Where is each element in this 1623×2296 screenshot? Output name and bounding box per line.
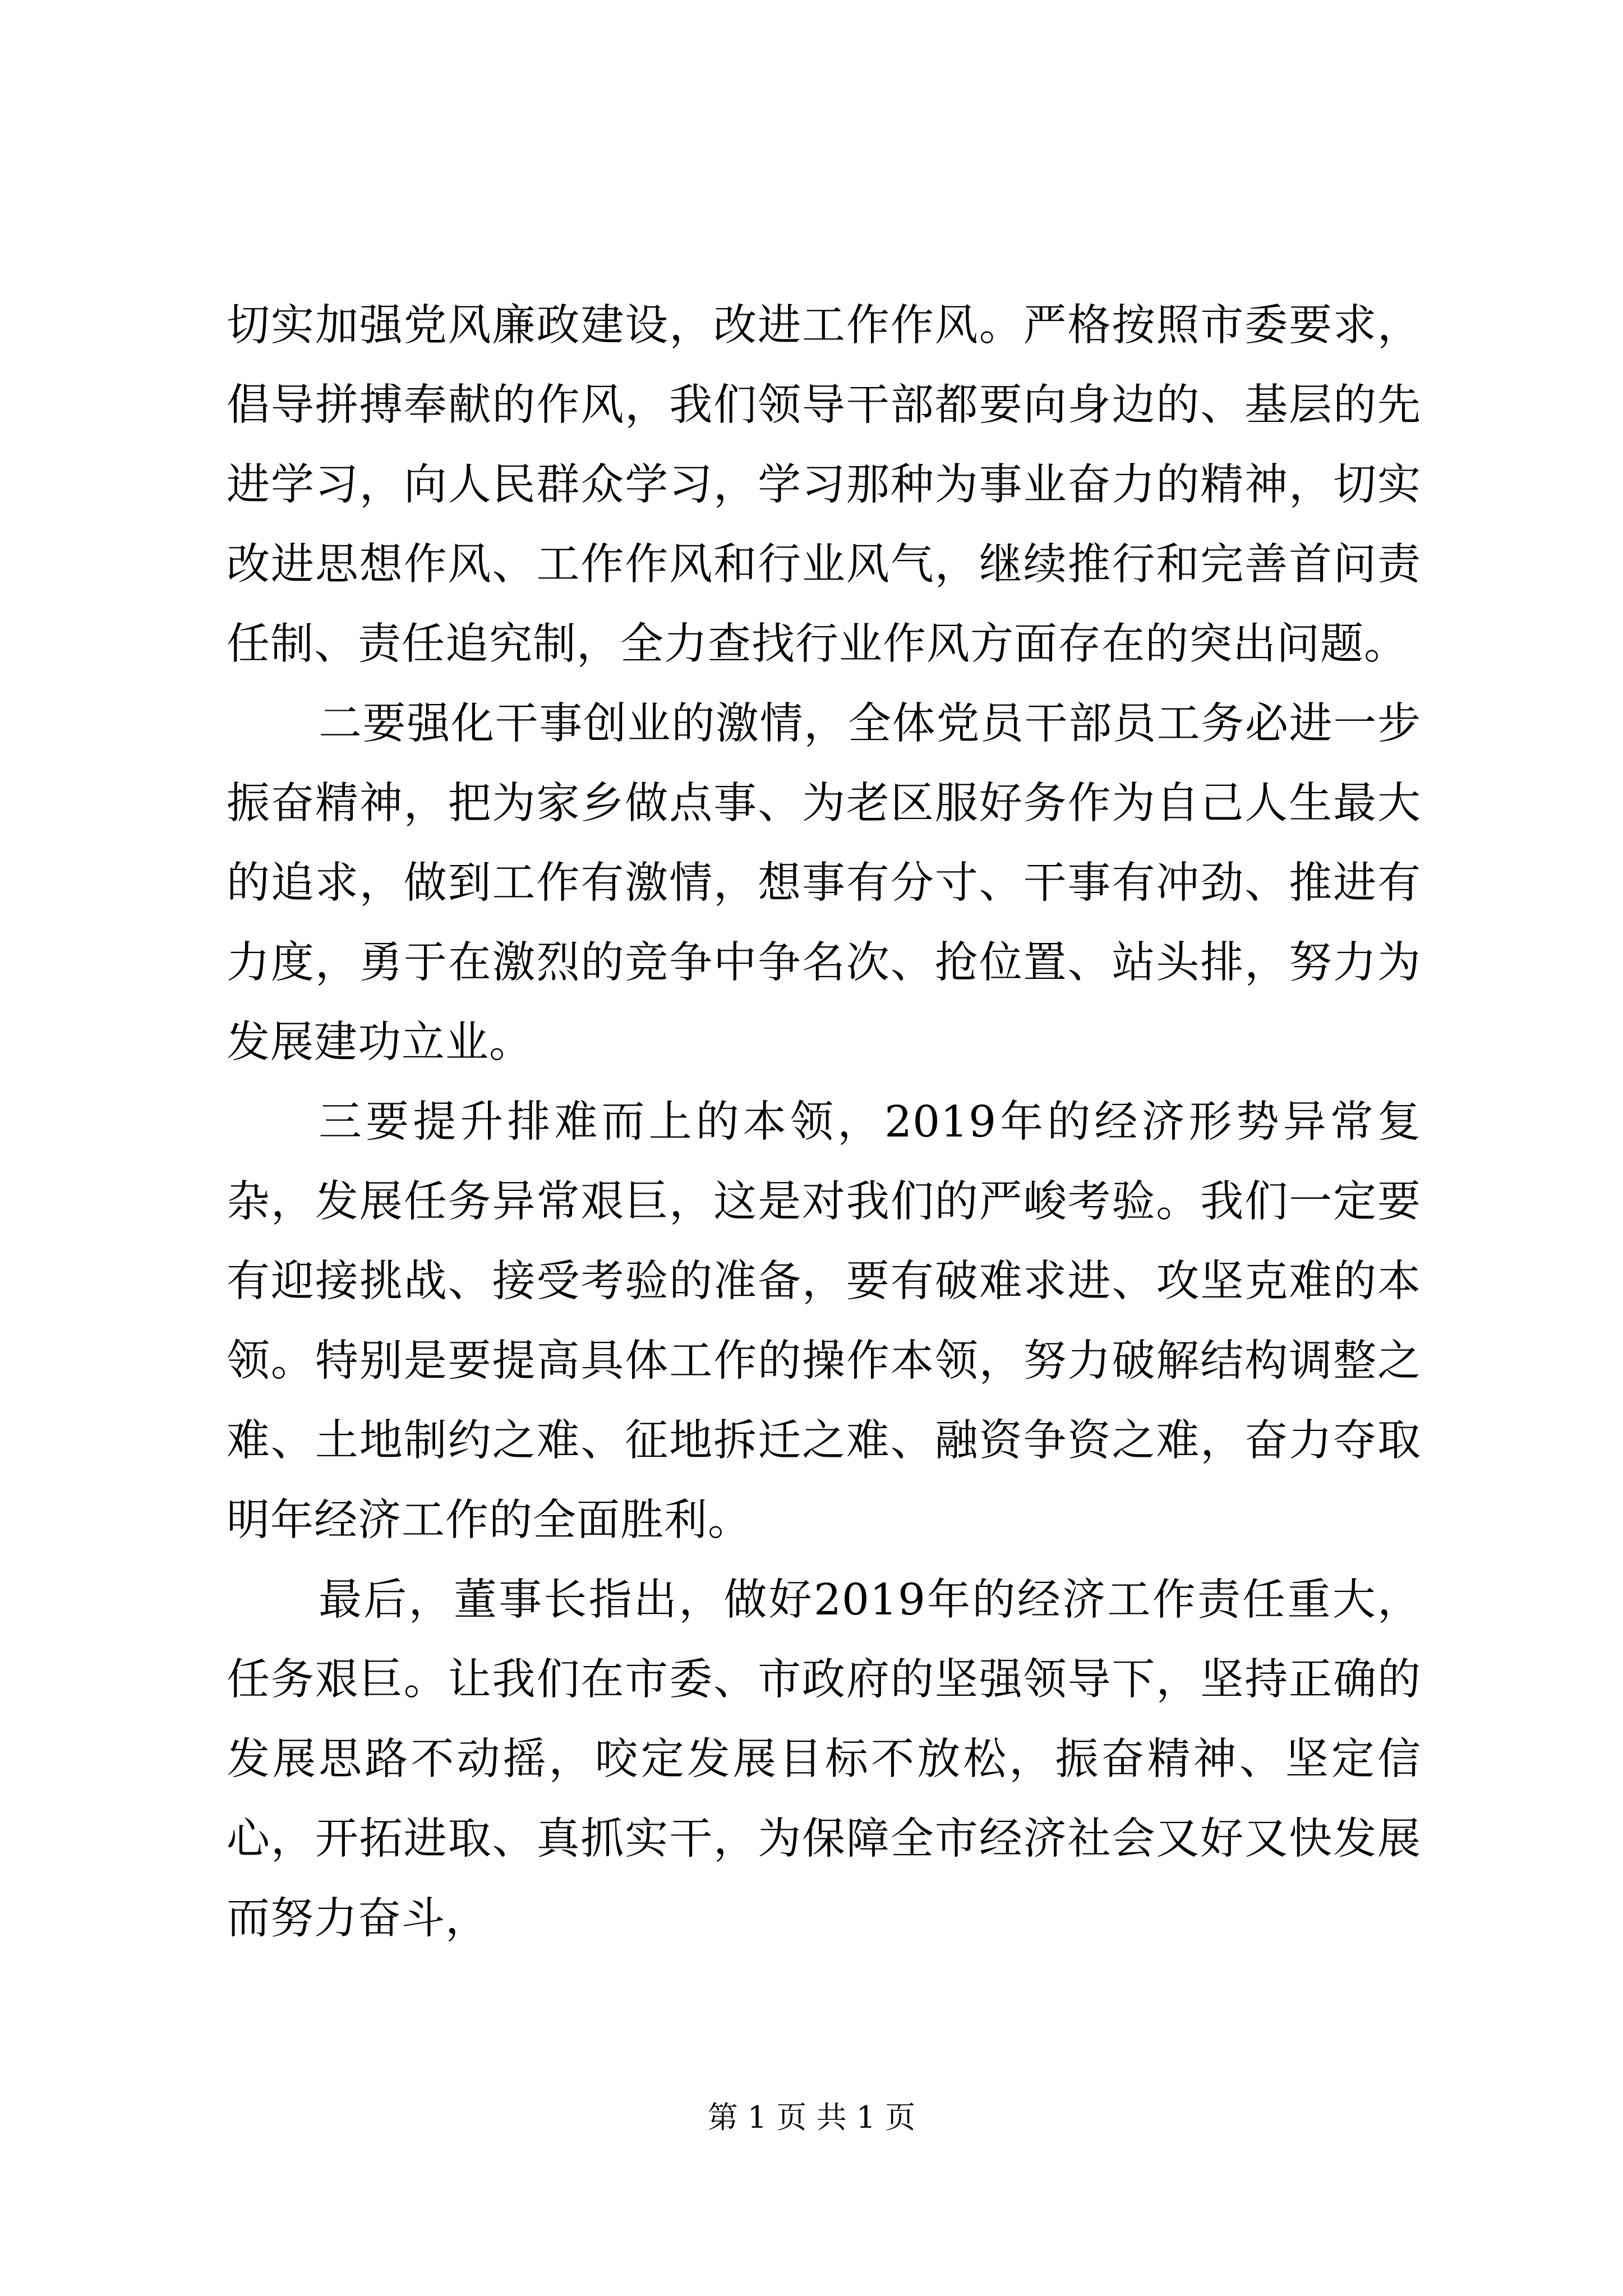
paragraph-conclusion: 最后，董事长指出，做好2019年的经济工作责任重大，任务艰巨。让我们在市委、市政府的坚强领导下，坚持正确的发展思路不动摇，咬定发展目标不放松，振奋精神、坚定信心，开拓进取、真抓实干，为保障全市经济社会又好又快发展而努力奋斗，	[227, 1575, 1421, 1944]
page-number-footer: 第 1 页 共 1 页	[707, 2100, 916, 2135]
document-body	[227, 286, 1421, 1959]
paragraph-third-point: 三要提升排难而上的本领，2019年的经济形势异常复杂，发展任务异常艰巨，这是对我们的严峻考验。我们一定要有迎接挑战、接受考验的准备，要有破难求进、攻坚克难的本领。特别是要提高具体工作的操作本领，努力破解结构调整之难、土地制约之难、征地拆迁之难、融资争资之难，奋力夺取明年经济工作的全面胜利。	[227, 1097, 1421, 1545]
paragraph-continuation: 切实加强党风廉政建设，改进工作作风。严格按照市委要求，倡导拼搏奉献的作风，我们领导干部都要向身边的、基层的先进学习，向人民群众学习，学习那种为事业奋力的精神，切实改进思想作风、工作作风和行业风气，继续推行和完善首问责任制、责任追究制，全力查找行业作风方面存在的突出问题。	[227, 301, 1421, 669]
paragraph-second-point: 二要强化干事创业的激情，全体党员干部员工务必进一步振奋精神，把为家乡做点事、为老区服好务作为自己人生最大的追求，做到工作有激情，想事有分寸、干事有冲劲、推进有力度，勇于在激烈的竞争中争名次、抢位置、站头排，努力为发展建功立业。	[227, 699, 1421, 1068]
